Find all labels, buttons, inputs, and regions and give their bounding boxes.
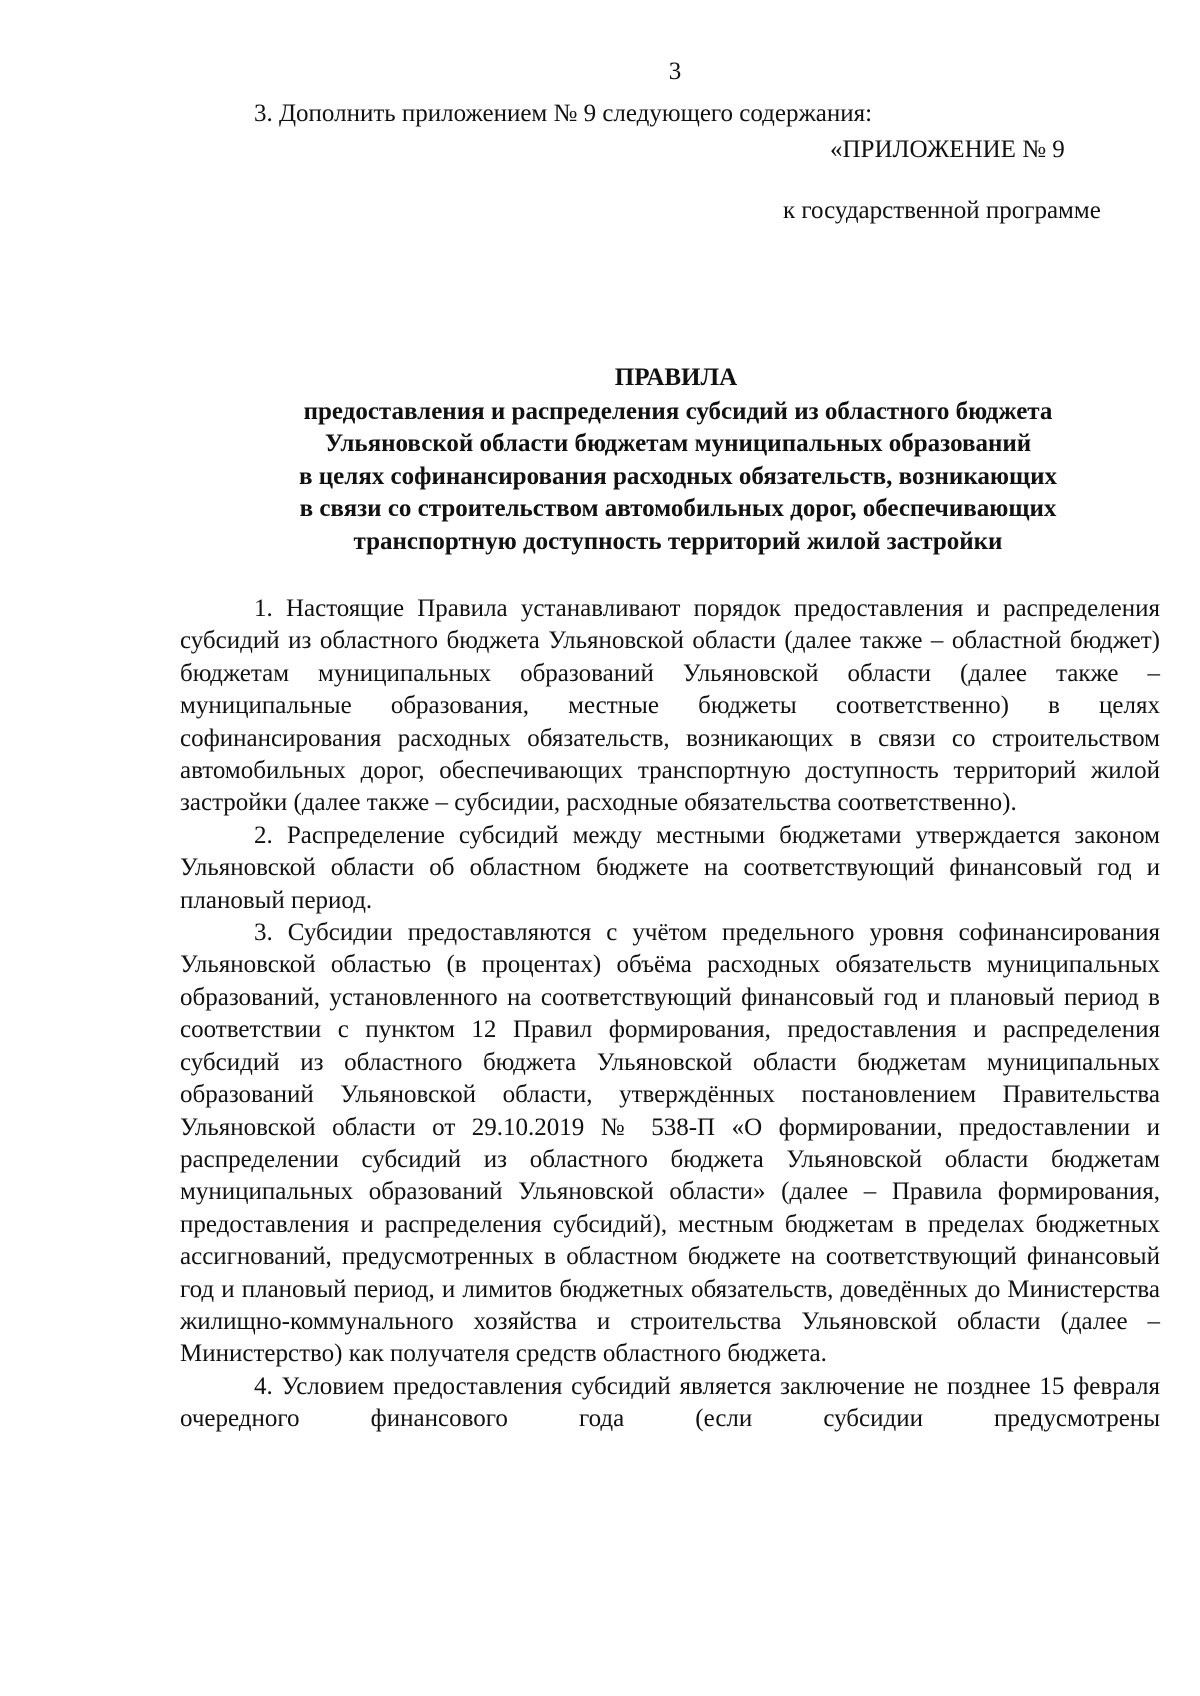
rules-subtitle-line: предоставления и распределения субсидий из областного бюджета	[303, 398, 1053, 425]
paragraph-2: 2. Распределение субсидий между местными бюджетами утверждается законом Ульяновской области об областном бюджете на соответствующий финансовый год и плановый период.	[180, 821, 1160, 914]
appendix-label: «ПРИЛОЖЕНИЕ № 9	[830, 136, 1065, 163]
paragraph-3: 3. Субсидии предоставляются с учётом предельного уровня софинансирования Ульяновской областью (в процентах) объёма расходных обязательств муниципальных образований, установленного на соответствующий финансовый год и плановый период в соответствии с пунктом 12 Правил формирования, предоставления и распределения субсидий из областного бюджета Ульяновской области бюджетам муниципальных образований Ульяновской области, утверждённых постановлением Правительства Ульяновской области от 29.10.2019 № 538-П «О формировании, предоставлении и распределении субсидий из областного бюджета Ульяновской области бюджетам муниципальных образований Ульяновской области» (далее – Правила формирования, предоставления и распределения субсидий), местным бюджетам в пределах бюджетных ассигнований, предусмотренных в областном бюджете на соответствующий финансовый год и плановый период, и лимитов бюджетных обязательств, доведённых до Министерства жилищно-коммунального хозяйства и строительства Ульяновской области (далее – Министерство) как получателя средств областного бюджета.	[180, 919, 1160, 1368]
appendix-program-reference: к государственной программе	[783, 197, 1101, 224]
rules-subtitle-line: транспортную доступность территорий жилой застройки	[353, 527, 1003, 555]
rules-subtitle-line: Ульяновской области бюджетам муниципальных образований	[324, 430, 1032, 458]
rules-subtitle-line: в целях софинансирования расходных обязательств, возникающих	[299, 462, 1057, 490]
page-number: 3	[668, 58, 682, 85]
rules-subtitle	[224, 396, 1132, 558]
amendment-intro: 3. Дополнить приложением № 9 следующего содержания:	[254, 100, 873, 127]
paragraph-1: 1. Настоящие Правила устанавливают порядок предоставления и распределения субсидий из областного бюджета Ульяновской области (далее также – областной бюджет) бюджетам муниципальных образований Ульяновской области (далее также – муниципальные образования, местные бюджеты соответственно) в целях софинансирования расходных обязательств, возникающих в связи со строительством автомобильных дорог, обеспечивающих транспортную доступность территорий жилой застройки (далее также – субсидии, расходные обязательства соответственно).	[180, 595, 1160, 817]
rules-subtitle-line: в связи со строительством автомобильных дорог, обеспечивающих	[299, 495, 1057, 523]
rules-title: ПРАВИЛА	[614, 364, 738, 391]
rules-body	[180, 593, 1160, 1436]
paragraph-4: 4. Условием предоставления субсидий является заключение не позднее 15 февраля очередного финансового года (если субсидии предусмотрены	[180, 1372, 1160, 1433]
